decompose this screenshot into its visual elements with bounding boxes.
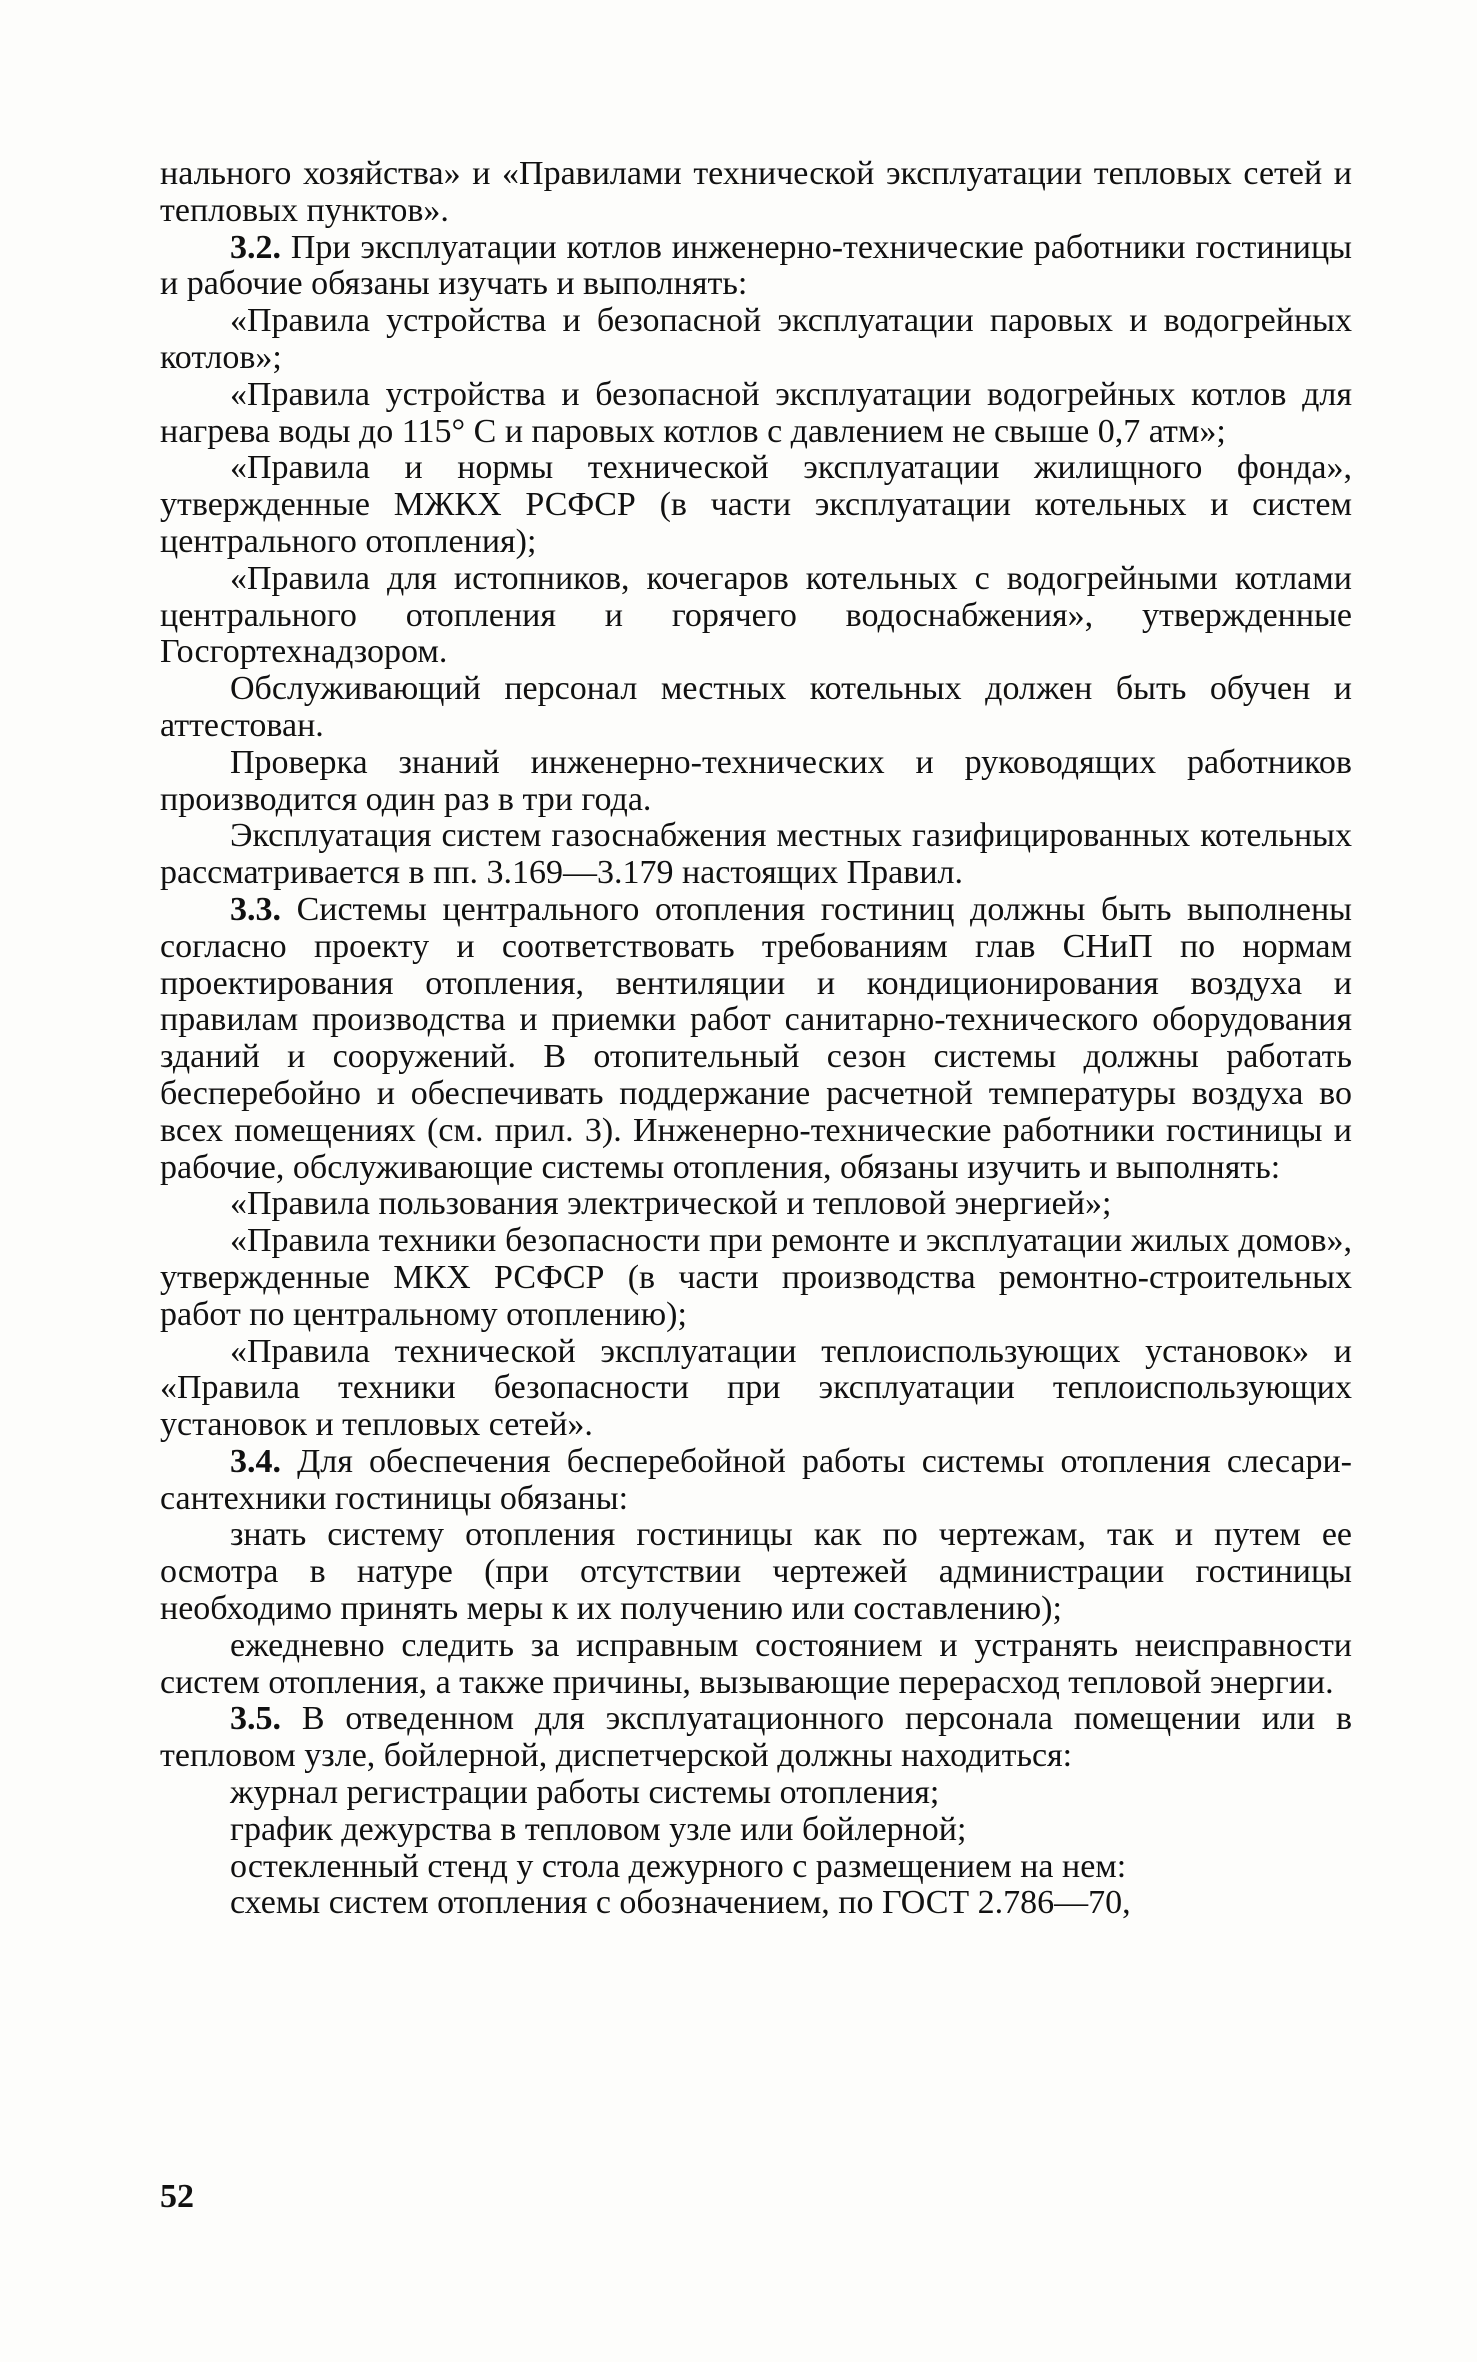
paragraph: [160, 303, 1352, 377]
paragraph-text: Эксплуатация систем газоснабжения местных газифицированных котельных рассматривается в пп. 3.169—3.179 настоящих Правил.: [160, 817, 1352, 892]
paragraph: [160, 1701, 1352, 1775]
paragraph: [160, 1812, 1352, 1849]
page-number: 52: [160, 2178, 194, 2215]
paragraph: [160, 1775, 1352, 1812]
clause-number: 3.3.: [230, 890, 281, 928]
paragraph: [160, 1223, 1352, 1333]
paragraph-text: нального хозяйства» и «Правилами технической эксплуатации тепловых сетей и тепловых пунктов».: [160, 155, 1352, 229]
paragraph-text: Проверка знаний инженерно-технических и руководящих работников производится один раз в три года.: [160, 743, 1352, 818]
paragraph: [160, 377, 1352, 451]
paragraph: [160, 156, 1352, 230]
paragraph-text: «Правила и нормы технической эксплуатации жилищного фонда», утвержденные МЖКХ РСФСР (в части эксплуатации котельных и систем центрального отопления);: [160, 449, 1352, 560]
paragraph: [160, 1849, 1352, 1886]
paragraph-text: «Правила устройства и безопасной эксплуатации водогрейных котлов для нагрева воды до 115° С и паровых котлов с давлением не свыше 0,7 атм»;: [160, 375, 1352, 450]
paragraph: [160, 1517, 1352, 1627]
paragraph-text: «Правила пользования электрической и тепловой энергией»;: [230, 1185, 1112, 1223]
paragraph-text: В отведенном для эксплуатационного персонала помещении или в тепловом узле, бойлерной, диспетчерской должны находиться:: [160, 1700, 1352, 1775]
clause-number: 3.5.: [230, 1700, 281, 1738]
clause-number: 3.4.: [230, 1442, 281, 1480]
paragraph: [160, 745, 1352, 819]
paragraph: [160, 1334, 1352, 1444]
paragraph-text: «Правила устройства и безопасной эксплуатации паровых и водогрейных котлов»;: [160, 302, 1352, 376]
paragraph-text: При эксплуатации котлов инженерно-технические работники гостиницы и рабочие обязаны изучать и выполнять:: [160, 228, 1352, 303]
paragraph: [160, 892, 1352, 1186]
paragraph: [160, 1186, 1352, 1223]
paragraph-text: ежедневно следить за исправным состоянием и устранять неисправности систем отопления, а также причины, вызывающие перерасход тепловой энергии.: [160, 1626, 1352, 1701]
paragraph-text: «Правила технической эксплуатации теплоиспользующих установок» и «Правила техники безопасности при эксплуатации теплоиспользующих установок и тепловых сетей».: [160, 1332, 1352, 1444]
paragraph: [160, 1885, 1352, 1922]
paragraph-text: остекленный стенд у стола дежурного с размещением на нем:: [230, 1847, 1127, 1885]
paragraph-text: «Правила техники безопасности при ремонте и эксплуатации жилых домов», утвержденные МКХ РСФСР (в части производства ремонтно-строительных работ по центральному отоплению);: [160, 1222, 1352, 1333]
body-text: [160, 156, 1352, 1922]
paragraph: [160, 671, 1352, 745]
paragraph-text: Системы центрального отопления гостиниц должны быть выполнены согласно проекту и соответствовать требованиям глав СНиП по нормам проектирования отопления, вентиляции и кондиционирования воздуха и правилам производства и приемки работ санитарно-технического оборудования зданий и сооружений. В отопительный сезон системы должны работать бесперебойно и обеспечивать поддержание расчетной температуры воздуха во всех помещениях (см. прил. 3). Инженерно-технические работники гостиницы и рабочие, обслуживающие системы отопления, обязаны изучить и выполнять:: [160, 890, 1352, 1186]
paragraph-text: Обслуживающий персонал местных котельных должен быть обучен и аттестован.: [160, 670, 1352, 744]
paragraph-text: график дежурства в тепловом узле или бойлерной;: [230, 1810, 967, 1848]
paragraph-text: схемы систем отопления с обозначением, по ГОСТ 2.786—70,: [230, 1884, 1131, 1922]
paragraph-text: знать систему отопления гостиницы как по чертежам, так и путем ее осмотра в натуре (при отсутствии чертежей администрации гостиницы необходимо принять меры к их получению или составлению);: [160, 1516, 1352, 1628]
paragraph: [160, 818, 1352, 892]
clause-number: 3.2.: [230, 228, 281, 266]
paragraph: [160, 230, 1352, 304]
paragraph: [160, 450, 1352, 560]
paragraph: [160, 561, 1352, 671]
paragraph-text: «Правила для истопников, кочегаров котельных с водогрейными котлами центрального отопления и горячего водоснабжения», утвержденные Госгортехнадзором.: [160, 559, 1352, 671]
paragraph-text: журнал регистрации работы системы отопления;: [230, 1774, 940, 1812]
paragraph-text: Для обеспечения бесперебойной работы системы отопления слесари-сантехники гостиницы обязаны:: [160, 1442, 1352, 1517]
paragraph: [160, 1444, 1352, 1518]
paragraph: [160, 1628, 1352, 1702]
